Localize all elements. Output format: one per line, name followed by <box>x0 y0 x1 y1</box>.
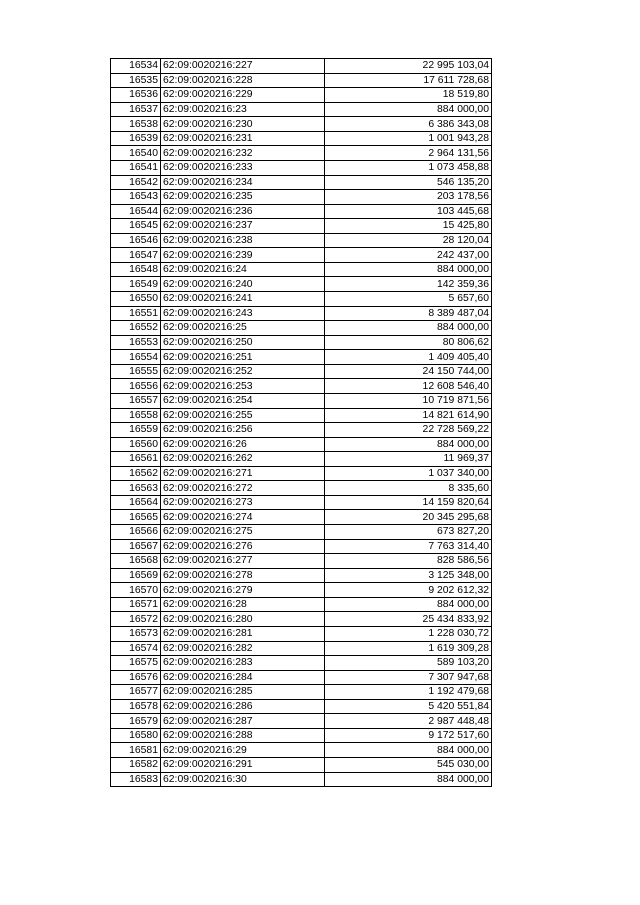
value-cell: 203 178,56 <box>325 190 492 205</box>
table-row <box>111 554 492 569</box>
table-row <box>111 408 492 423</box>
row-number-cell: 16559 <box>111 423 161 438</box>
value-cell: 15 425,80 <box>325 219 492 234</box>
table-row <box>111 466 492 481</box>
value-cell: 18 519,80 <box>325 88 492 103</box>
row-number-cell: 16550 <box>111 292 161 307</box>
cadastral-number-cell: 62:09:0020216:285 <box>161 685 325 700</box>
table-row <box>111 321 492 336</box>
cadastral-number-cell: 62:09:0020216:282 <box>161 641 325 656</box>
cadastral-number-cell: 62:09:0020216:275 <box>161 525 325 540</box>
value-cell: 8 335,60 <box>325 481 492 496</box>
value-cell: 884 000,00 <box>325 321 492 336</box>
value-cell: 242 437,00 <box>325 248 492 263</box>
cadastral-number-cell: 62:09:0020216:279 <box>161 583 325 598</box>
value-cell: 1 228 030,72 <box>325 626 492 641</box>
table-row <box>111 714 492 729</box>
table-row <box>111 219 492 234</box>
value-cell: 8 389 487,04 <box>325 306 492 321</box>
cadastral-number-cell: 62:09:0020216:239 <box>161 248 325 263</box>
row-number-cell: 16543 <box>111 190 161 205</box>
cadastral-number-cell: 62:09:0020216:234 <box>161 175 325 190</box>
cadastral-number-cell: 62:09:0020216:232 <box>161 146 325 161</box>
table-row <box>111 190 492 205</box>
row-number-cell: 16565 <box>111 510 161 525</box>
cadastral-number-cell: 62:09:0020216:278 <box>161 568 325 583</box>
table-row <box>111 146 492 161</box>
row-number-cell: 16576 <box>111 670 161 685</box>
cadastral-number-cell: 62:09:0020216:228 <box>161 73 325 88</box>
row-number-cell: 16578 <box>111 699 161 714</box>
table-body <box>111 59 492 787</box>
row-number-cell: 16566 <box>111 525 161 540</box>
row-number-cell: 16556 <box>111 379 161 394</box>
cadastral-number-cell: 62:09:0020216:286 <box>161 699 325 714</box>
table-row <box>111 335 492 350</box>
value-cell: 11 969,37 <box>325 452 492 467</box>
row-number-cell: 16534 <box>111 59 161 74</box>
row-number-cell: 16552 <box>111 321 161 336</box>
cadastral-number-cell: 62:09:0020216:26 <box>161 437 325 452</box>
table-row <box>111 481 492 496</box>
cadastral-number-cell: 62:09:0020216:231 <box>161 131 325 146</box>
value-cell: 1 073 458,88 <box>325 160 492 175</box>
row-number-cell: 16560 <box>111 437 161 452</box>
row-number-cell: 16545 <box>111 219 161 234</box>
value-cell: 5 657,60 <box>325 292 492 307</box>
value-cell: 80 806,62 <box>325 335 492 350</box>
table-row <box>111 379 492 394</box>
value-cell: 545 030,00 <box>325 758 492 773</box>
table-row <box>111 612 492 627</box>
value-cell: 3 125 348,00 <box>325 568 492 583</box>
value-cell: 1 001 943,28 <box>325 131 492 146</box>
cadastral-number-cell: 62:09:0020216:24 <box>161 262 325 277</box>
table-row <box>111 568 492 583</box>
row-number-cell: 16570 <box>111 583 161 598</box>
cadastral-number-cell: 62:09:0020216:274 <box>161 510 325 525</box>
cadastral-number-cell: 62:09:0020216:235 <box>161 190 325 205</box>
value-cell: 589 103,20 <box>325 656 492 671</box>
table-row <box>111 452 492 467</box>
value-cell: 1 619 309,28 <box>325 641 492 656</box>
table-row <box>111 350 492 365</box>
row-number-cell: 16549 <box>111 277 161 292</box>
value-cell: 20 345 295,68 <box>325 510 492 525</box>
cadastral-number-cell: 62:09:0020216:25 <box>161 321 325 336</box>
cadastral-number-cell: 62:09:0020216:256 <box>161 423 325 438</box>
row-number-cell: 16575 <box>111 656 161 671</box>
value-cell: 884 000,00 <box>325 597 492 612</box>
row-number-cell: 16536 <box>111 88 161 103</box>
table-row <box>111 525 492 540</box>
cadastral-number-cell: 62:09:0020216:262 <box>161 452 325 467</box>
row-number-cell: 16577 <box>111 685 161 700</box>
row-number-cell: 16551 <box>111 306 161 321</box>
cadastral-number-cell: 62:09:0020216:28 <box>161 597 325 612</box>
cadastral-number-cell: 62:09:0020216:233 <box>161 160 325 175</box>
cadastral-number-cell: 62:09:0020216:30 <box>161 772 325 787</box>
cadastral-number-cell: 62:09:0020216:291 <box>161 758 325 773</box>
cadastral-number-cell: 62:09:0020216:241 <box>161 292 325 307</box>
row-number-cell: 16553 <box>111 335 161 350</box>
value-cell: 2 964 131,56 <box>325 146 492 161</box>
table-row <box>111 117 492 132</box>
value-cell: 5 420 551,84 <box>325 699 492 714</box>
table-row <box>111 102 492 117</box>
cadastral-number-cell: 62:09:0020216:253 <box>161 379 325 394</box>
cadastral-number-cell: 62:09:0020216:255 <box>161 408 325 423</box>
row-number-cell: 16573 <box>111 626 161 641</box>
row-number-cell: 16558 <box>111 408 161 423</box>
cadastral-number-cell: 62:09:0020216:236 <box>161 204 325 219</box>
table-row <box>111 583 492 598</box>
row-number-cell: 16548 <box>111 262 161 277</box>
cadastral-value-table <box>110 58 492 787</box>
value-cell: 6 386 343,08 <box>325 117 492 132</box>
value-cell: 25 434 833,92 <box>325 612 492 627</box>
table-row <box>111 131 492 146</box>
value-cell: 22 995 103,04 <box>325 59 492 74</box>
row-number-cell: 16572 <box>111 612 161 627</box>
row-number-cell: 16541 <box>111 160 161 175</box>
value-cell: 28 120,04 <box>325 233 492 248</box>
value-cell: 14 159 820,64 <box>325 495 492 510</box>
table-row <box>111 248 492 263</box>
row-number-cell: 16581 <box>111 743 161 758</box>
table-row <box>111 88 492 103</box>
table-row <box>111 495 492 510</box>
row-number-cell: 16583 <box>111 772 161 787</box>
table-row <box>111 277 492 292</box>
cadastral-number-cell: 62:09:0020216:227 <box>161 59 325 74</box>
cadastral-number-cell: 62:09:0020216:229 <box>161 88 325 103</box>
cadastral-number-cell: 62:09:0020216:271 <box>161 466 325 481</box>
cadastral-number-cell: 62:09:0020216:287 <box>161 714 325 729</box>
table-row <box>111 743 492 758</box>
row-number-cell: 16554 <box>111 350 161 365</box>
row-number-cell: 16542 <box>111 175 161 190</box>
cadastral-number-cell: 62:09:0020216:272 <box>161 481 325 496</box>
row-number-cell: 16561 <box>111 452 161 467</box>
cadastral-number-cell: 62:09:0020216:283 <box>161 656 325 671</box>
cadastral-number-cell: 62:09:0020216:237 <box>161 219 325 234</box>
row-number-cell: 16563 <box>111 481 161 496</box>
table-row <box>111 699 492 714</box>
cadastral-number-cell: 62:09:0020216:250 <box>161 335 325 350</box>
value-cell: 142 359,36 <box>325 277 492 292</box>
cadastral-number-cell: 62:09:0020216:281 <box>161 626 325 641</box>
row-number-cell: 16580 <box>111 728 161 743</box>
table-row <box>111 175 492 190</box>
table-row <box>111 626 492 641</box>
cadastral-number-cell: 62:09:0020216:230 <box>161 117 325 132</box>
table-row <box>111 393 492 408</box>
value-cell: 546 135,20 <box>325 175 492 190</box>
table-row <box>111 772 492 787</box>
cadastral-number-cell: 62:09:0020216:243 <box>161 306 325 321</box>
table-row <box>111 539 492 554</box>
cadastral-number-cell: 62:09:0020216:252 <box>161 364 325 379</box>
table-row <box>111 670 492 685</box>
row-number-cell: 16579 <box>111 714 161 729</box>
row-number-cell: 16547 <box>111 248 161 263</box>
table-row <box>111 262 492 277</box>
table-row <box>111 204 492 219</box>
row-number-cell: 16569 <box>111 568 161 583</box>
row-number-cell: 16538 <box>111 117 161 132</box>
table-row <box>111 597 492 612</box>
value-cell: 22 728 569,22 <box>325 423 492 438</box>
row-number-cell: 16568 <box>111 554 161 569</box>
value-cell: 9 172 517,60 <box>325 728 492 743</box>
value-cell: 7 307 947,68 <box>325 670 492 685</box>
value-cell: 884 000,00 <box>325 437 492 452</box>
table-row <box>111 423 492 438</box>
cadastral-number-cell: 62:09:0020216:273 <box>161 495 325 510</box>
value-cell: 103 445,68 <box>325 204 492 219</box>
row-number-cell: 16582 <box>111 758 161 773</box>
table-row <box>111 510 492 525</box>
row-number-cell: 16562 <box>111 466 161 481</box>
table-row <box>111 758 492 773</box>
cadastral-number-cell: 62:09:0020216:276 <box>161 539 325 554</box>
row-number-cell: 16557 <box>111 393 161 408</box>
value-cell: 828 586,56 <box>325 554 492 569</box>
table-row <box>111 728 492 743</box>
row-number-cell: 16544 <box>111 204 161 219</box>
value-cell: 884 000,00 <box>325 102 492 117</box>
cadastral-number-cell: 62:09:0020216:280 <box>161 612 325 627</box>
cadastral-number-cell: 62:09:0020216:284 <box>161 670 325 685</box>
cadastral-number-cell: 62:09:0020216:277 <box>161 554 325 569</box>
table-row <box>111 685 492 700</box>
row-number-cell: 16555 <box>111 364 161 379</box>
value-cell: 12 608 546,40 <box>325 379 492 394</box>
value-cell: 24 150 744,00 <box>325 364 492 379</box>
table-row <box>111 641 492 656</box>
value-cell: 884 000,00 <box>325 262 492 277</box>
row-number-cell: 16537 <box>111 102 161 117</box>
value-cell: 10 719 871,56 <box>325 393 492 408</box>
table-row <box>111 292 492 307</box>
table-row <box>111 437 492 452</box>
value-cell: 1 409 405,40 <box>325 350 492 365</box>
value-cell: 14 821 614,90 <box>325 408 492 423</box>
row-number-cell: 16539 <box>111 131 161 146</box>
value-cell: 7 763 314,40 <box>325 539 492 554</box>
cadastral-number-cell: 62:09:0020216:23 <box>161 102 325 117</box>
cadastral-number-cell: 62:09:0020216:254 <box>161 393 325 408</box>
row-number-cell: 16546 <box>111 233 161 248</box>
row-number-cell: 16567 <box>111 539 161 554</box>
cadastral-number-cell: 62:09:0020216:288 <box>161 728 325 743</box>
value-cell: 17 611 728,68 <box>325 73 492 88</box>
row-number-cell: 16535 <box>111 73 161 88</box>
row-number-cell: 16574 <box>111 641 161 656</box>
value-cell: 1 037 340,00 <box>325 466 492 481</box>
value-cell: 9 202 612,32 <box>325 583 492 598</box>
table-row <box>111 160 492 175</box>
table-row <box>111 306 492 321</box>
table-row <box>111 73 492 88</box>
table-row <box>111 364 492 379</box>
value-cell: 884 000,00 <box>325 743 492 758</box>
table-row <box>111 656 492 671</box>
table-row <box>111 59 492 74</box>
cadastral-number-cell: 62:09:0020216:251 <box>161 350 325 365</box>
cadastral-number-cell: 62:09:0020216:29 <box>161 743 325 758</box>
value-cell: 1 192 479,68 <box>325 685 492 700</box>
value-cell: 2 987 448,48 <box>325 714 492 729</box>
row-number-cell: 16540 <box>111 146 161 161</box>
row-number-cell: 16571 <box>111 597 161 612</box>
value-cell: 884 000,00 <box>325 772 492 787</box>
table-row <box>111 233 492 248</box>
cadastral-number-cell: 62:09:0020216:238 <box>161 233 325 248</box>
cadastral-number-cell: 62:09:0020216:240 <box>161 277 325 292</box>
row-number-cell: 16564 <box>111 495 161 510</box>
value-cell: 673 827,20 <box>325 525 492 540</box>
